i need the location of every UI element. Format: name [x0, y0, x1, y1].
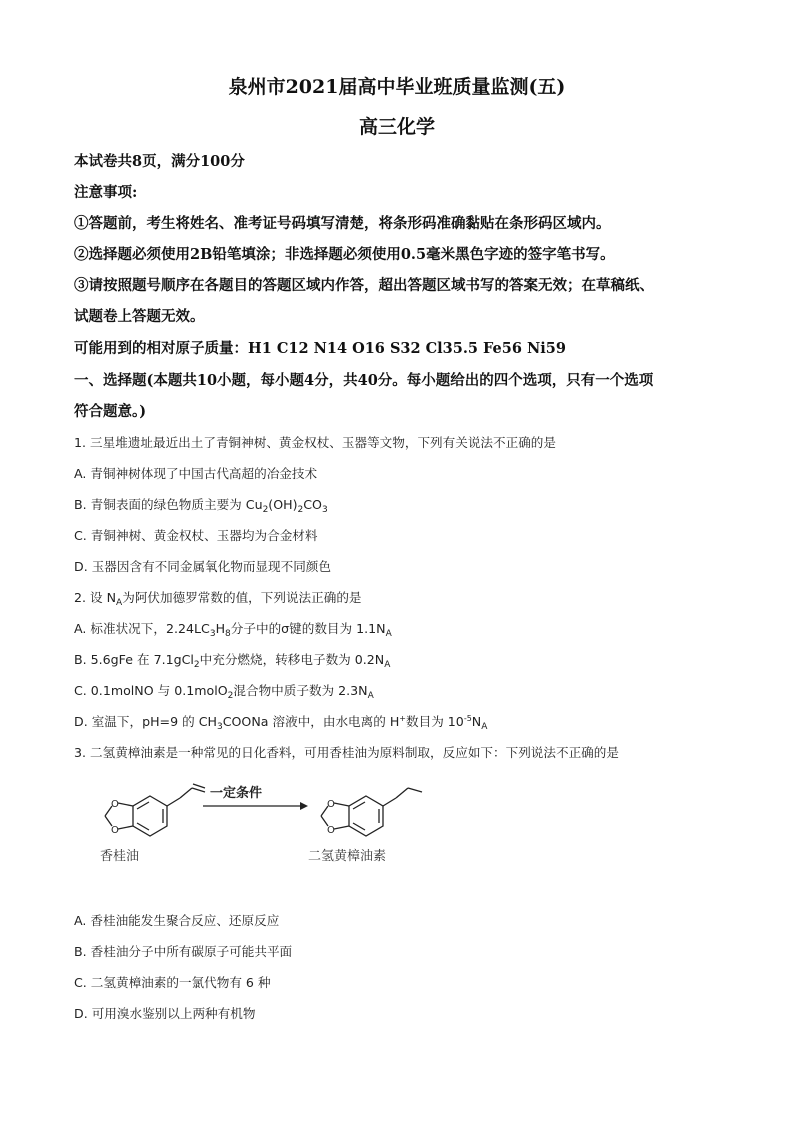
q2-stem: 2. 设 $N_A$为阿伏加德罗常数的值，下列说法正确的是 — [74, 590, 362, 608]
notice-title: 注意事项: — [74, 184, 138, 201]
q1-option-b: B. 青铜表面的绿色物质主要为 $Cu_2(OH)_2CO_3$ — [74, 497, 328, 515]
section-heading-cont: 符合题意。) — [74, 403, 147, 420]
q1-option-d: D. 玉器因含有不同金属氧化物而显现不同颜色 — [74, 559, 331, 574]
notice-item-3-cont: 试题卷上答题无效。 — [74, 308, 205, 325]
atomic-masses: 可能用到的相对原子质量：H1 C12 N14 O16 S32 Cl35.5 Fe56 Ni59 — [74, 340, 566, 357]
notice-item-1: ①答题前，考生将姓名、准考证号码填写清楚，将条形码准确黏贴在条形码区域内。 — [74, 215, 611, 232]
reactant-structure — [105, 784, 205, 836]
q2-option-a: A. 标准状况下，$2.24LC_3H_8$分子中的σ键的数目为 $1.1N_A$ — [74, 621, 392, 639]
exam-subject: 高三化学 — [358, 116, 435, 138]
q1-stem: 1. 三星堆遗址最近出土了青铜神树、黄金权杖、玉器等文物，下列有关说法不正确的是 — [74, 435, 556, 450]
q3-stem: 3. 二氢黄樟油素是一种常见的日化香料，可用香桂油为原料制取，反应如下：下列说法不正确的是 — [74, 745, 619, 760]
section-heading: 一、选择题(本题共10小题，每小题4分，共40分。每小题给出的四个选项，只有一个选项 — [74, 372, 654, 389]
reaction-arrow-head — [300, 802, 308, 810]
q3-option-d: D. 可用溴水鉴别以上两种有机物 — [74, 1006, 256, 1021]
product-name: 二氢黄樟油素 — [308, 849, 387, 864]
pages-line: 本试卷共8页，满分100分 — [74, 153, 245, 170]
product-oxygen-bottom: O — [327, 825, 335, 836]
q2-option-c: C. 0.1molNO 与 0.1molO$_2$混合物中质子数为 $2.3N_A$ — [74, 683, 374, 701]
reactant-name: 香桂油 — [100, 849, 140, 864]
product-structure — [321, 788, 422, 836]
q1-option-c: C. 青铜神树、黄金权杖、玉器均为合金材料 — [74, 528, 318, 543]
exam-title: 泉州市2021届高中毕业班质量监测(五) — [228, 76, 566, 98]
q1-option-a: A. 青铜神树体现了中国古代高超的冶金技术 — [74, 466, 318, 481]
q2-option-d: D. 室温下，pH=9 的 $CH_3COONa$ 溶液中，由水电离的 H+数目为 $10^{-5}N_A$ — [74, 714, 488, 732]
q3-option-b: B. 香桂油分子中所有碳原子可能共平面 — [74, 944, 293, 959]
q3-option-a: A. 香桂油能发生聚合反应、还原反应 — [74, 913, 280, 928]
reactant-oxygen-bottom: O — [111, 825, 119, 836]
q3-option-c: C. 二氢黄樟油素的一氯代物有 6 种 — [74, 975, 271, 990]
reactant-oxygen-top: O — [111, 799, 119, 810]
notice-item-3: ③请按照题号顺序在各题目的答题区域内作答，超出答题区域书写的答案无效；在草稿纸、 — [74, 277, 654, 294]
arrow-condition-label: 一定条件 — [210, 786, 263, 801]
reaction-scheme — [70, 772, 430, 872]
q2-option-b: B. 5.6gFe 在 7.1gCl$_2$中充分燃烧，转移电子数为 $0.2N_A$ — [74, 652, 391, 670]
product-oxygen-top: O — [327, 799, 335, 810]
notice-item-2: ②选择题必须使用2B铅笔填涂；非选择题必须使用0.5毫米黑色字迹的签字笔书写。 — [74, 246, 615, 263]
